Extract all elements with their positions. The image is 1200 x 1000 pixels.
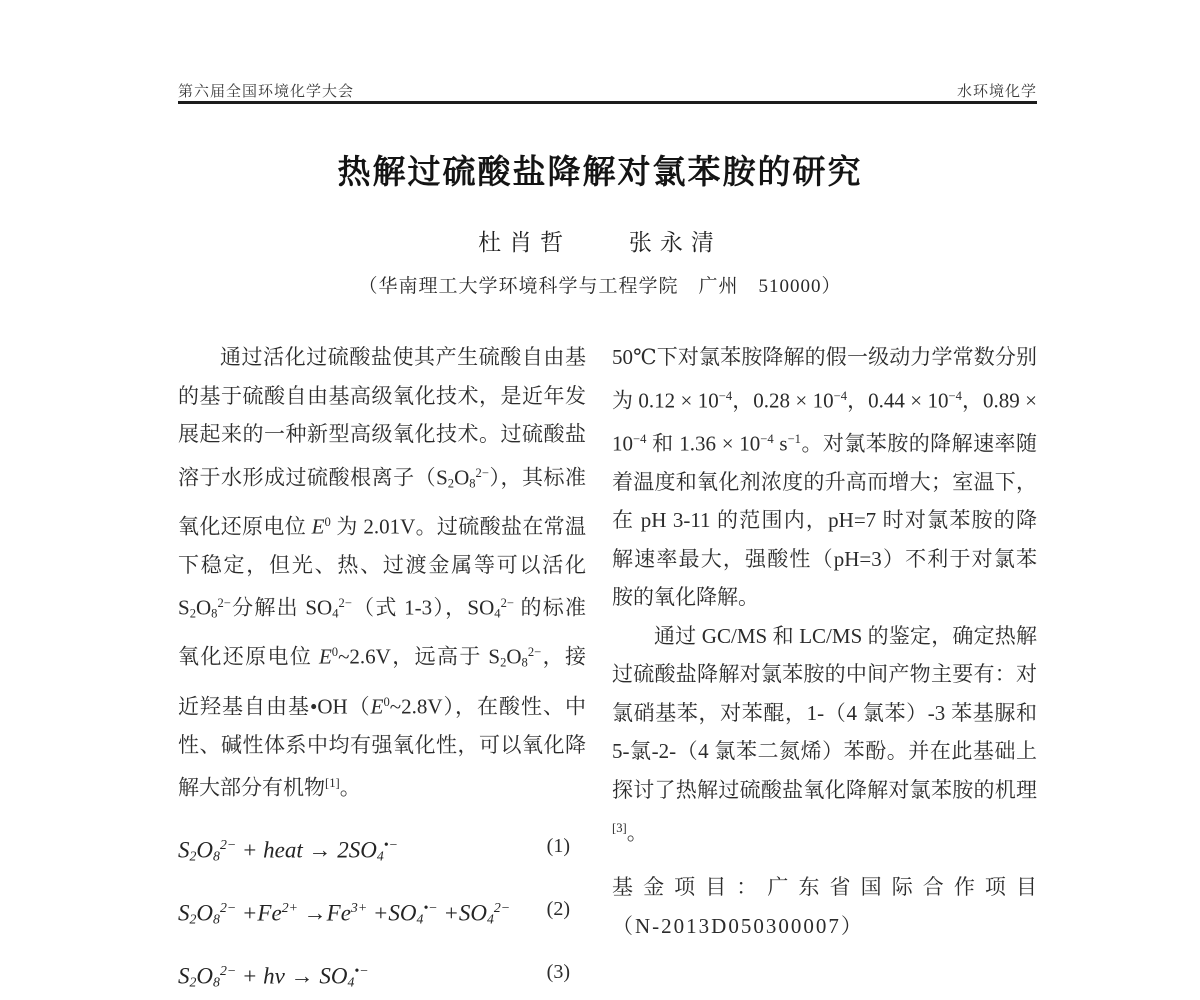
equation-2-formula: $S2O8^{2-} +Fe^{2+} \to Fe^{3+} +SO4^{•-} +SO4^{2-}$ [178, 900, 511, 927]
fund-note-line2: （N-2013D050300007） [612, 913, 864, 938]
author-name: 杜肖哲 [478, 230, 572, 255]
equation-2 [178, 891, 570, 933]
right-column [612, 338, 1037, 945]
header-right-text: 水环境化学 [956, 84, 1037, 100]
paper-title: 热解过硫酸盐降解对氯苯胺的研究 [337, 155, 863, 191]
equation-1-formula: $S2O8^{2-}$ + heat → 2SO4•− [178, 837, 398, 864]
equation-1 [178, 828, 570, 870]
equation-3 [178, 954, 570, 996]
abstract-paragraph-3: 通过 GC/MS 和 LC/MS 的鉴定，确定热解过硫酸盐降解对氯苯胺的中间产物主要有：对氯硝基苯，对苯醌，1-（4 氯苯）-3 苯基脲和 5-氯-2-（4 氯苯二氮烯）苯酚。并在此基础上探讨了热解过硫酸盐氧化降解对氯苯胺的机理[3]。 [612, 623, 1037, 845]
authors [0, 224, 1200, 257]
header-rule [178, 101, 1037, 104]
equation-2-number: (2) [546, 898, 570, 921]
page-header [178, 80, 1037, 101]
author-name: 张永清 [628, 230, 722, 255]
affiliation: （华南理工大学环境科学与工程学院 广州 510000） [358, 276, 842, 297]
abstract-paragraph-1: 通过活化过硫酸盐使其产生硫酸自由基的基于硫酸自由基高级氧化技术，是近年发展起来的一种新型高级氧化技术。过硫酸盐溶于水形成过硫酸根离子$(S2O8^{2-})$，其标准氧化还原电位 $E^0$ 为 2.01V。过硫酸盐在常温下稳定，但光、热、过渡金属等可以活化 $S2O8^{2-}$分解出 $SO4^{2-}$（式 1-3），$SO4^{2-}$ 的标准氧化还原电位 $E^0\sim 2.6V$，远高于 $S2O8^{2-}$，接近羟基自由基$•OH(E^0\sim 2.8V)$，在酸性、中性、碱性体系中均有强氧化性，可以氧化降解大部分有机物[1]。 [178, 345, 587, 800]
left-column [178, 338, 586, 996]
equation-1-number: (1) [546, 835, 570, 858]
header-left-text: 第六届全国环境化学大会 [178, 84, 355, 100]
equation-3-number: (3) [546, 961, 570, 984]
fund-note [612, 868, 1037, 945]
abstract-paragraph-2: 50℃下对氯苯胺降解的假一级动力学常数分别为 $0.12 \times 10^{-4}$，$0.28 \times 10^{-4}$，$0.44 \times 10^{-4}$，$0.89 \times 10^{-4}$ 和 $1.36 \times 10^{-4}$ $s^{-1}$。对氯苯胺的降解速率随着温度和氧化剂浓度的升高而增大；室温下，在 pH 3-11 的范围内，pH=7 时对氯苯胺的降解速率最大，强酸性（pH=3）不利于对氯苯胺的氧化降解。 [612, 345, 1037, 610]
equation-3-formula: $S2O8^{2-}$ + hv → SO4•− [178, 963, 369, 990]
fund-note-line1: 基金项目：广东省国际合作项目 [612, 875, 1037, 900]
